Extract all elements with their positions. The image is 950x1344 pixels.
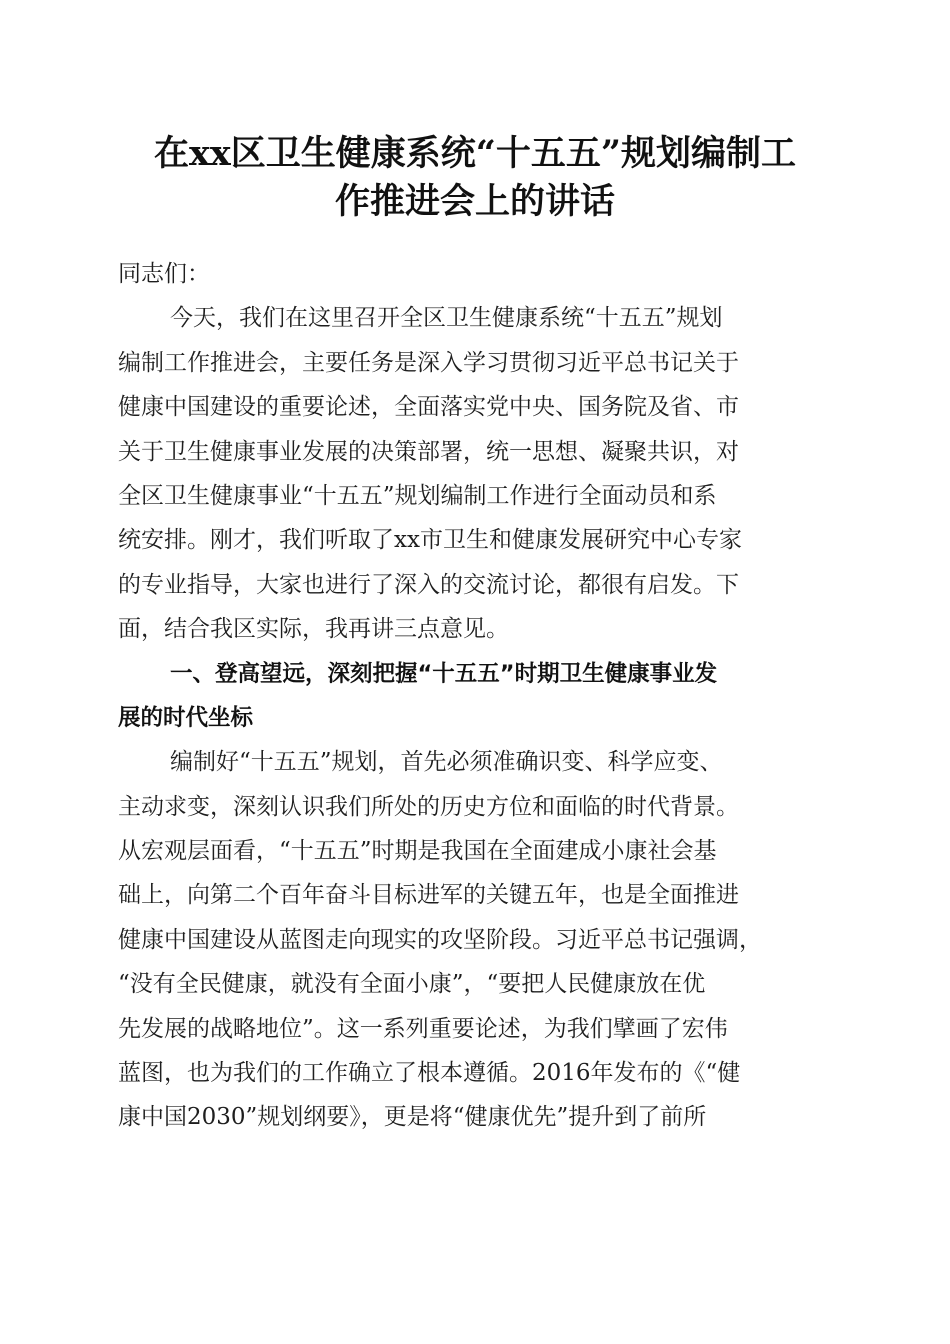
paragraph-line: 主动求变，深刻认识我们所处的历史方位和面临的时代背景。 <box>118 793 739 820</box>
section-1-heading <box>118 652 828 741</box>
paragraph-line: 健康中国建设的重要论述，全面落实党中央、国务院及省、市 <box>118 394 739 421</box>
intro-paragraph <box>118 296 828 651</box>
paragraph-line: 今天，我们在这里召开全区卫生健康系统“十五五”规划 <box>170 305 723 332</box>
paragraph-line: 关于卫生健康事业发展的决策部署，统一思想、凝聚共识，对 <box>118 438 739 465</box>
salutation: 同志们： <box>118 261 210 287</box>
paragraph-line: 统安排。刚才，我们听取了xx市卫生和健康发展研究中心专家 <box>118 527 742 554</box>
paragraph-line: 面，结合我区实际，我再讲三点意见。 <box>118 616 509 643</box>
heading-line: 展的时代坐标 <box>118 704 254 731</box>
title-line-1: 在xx区卫生健康系统“十五五”规划编制工 <box>154 133 796 174</box>
heading-line: 一、登高望远，深刻把握“十五五”时期卫生健康事业发 <box>170 660 718 687</box>
paragraph-line: 编制好“十五五”规划，首先必须准确识变、科学应变、 <box>170 749 723 776</box>
paragraph-line: 健康中国建设从蓝图走向现实的攻坚阶段。习近平总书记强调， <box>118 926 762 953</box>
document-body <box>118 252 828 1140</box>
paragraph-line: 编制工作推进会，主要任务是深入学习贯彻习近平总书记关于 <box>118 349 739 376</box>
paragraph-line: 础上，向第二个百年奋斗目标进军的关键五年，也是全面推进 <box>118 882 739 909</box>
paragraph-line: 先发展的战略地位”。这一系列重要论述，为我们擘画了宏伟 <box>118 1015 728 1042</box>
paragraph-line: 全区卫生健康事业“十五五”规划编制工作进行全面动员和系 <box>118 482 717 509</box>
document-title <box>118 130 832 226</box>
title-line-2: 作推进会上的讲话 <box>334 181 615 222</box>
paragraph-line: 康中国2030”规划纲要》，更是将“健康优先”提升到了前所 <box>118 1104 707 1131</box>
paragraph-line: 蓝图，也为我们的工作确立了根本遵循。2016年发布的《“健 <box>118 1060 741 1087</box>
paragraph-line: “没有全民健康，就没有全面小康”，“要把人民健康放在优 <box>118 971 706 998</box>
paragraph-line: 从宏观层面看，“十五五”时期是我国在全面建成小康社会基 <box>118 838 717 865</box>
section-1-paragraph <box>118 740 828 1140</box>
paragraph-line: 的专业指导，大家也进行了深入的交流讨论，都很有启发。下 <box>118 571 739 598</box>
